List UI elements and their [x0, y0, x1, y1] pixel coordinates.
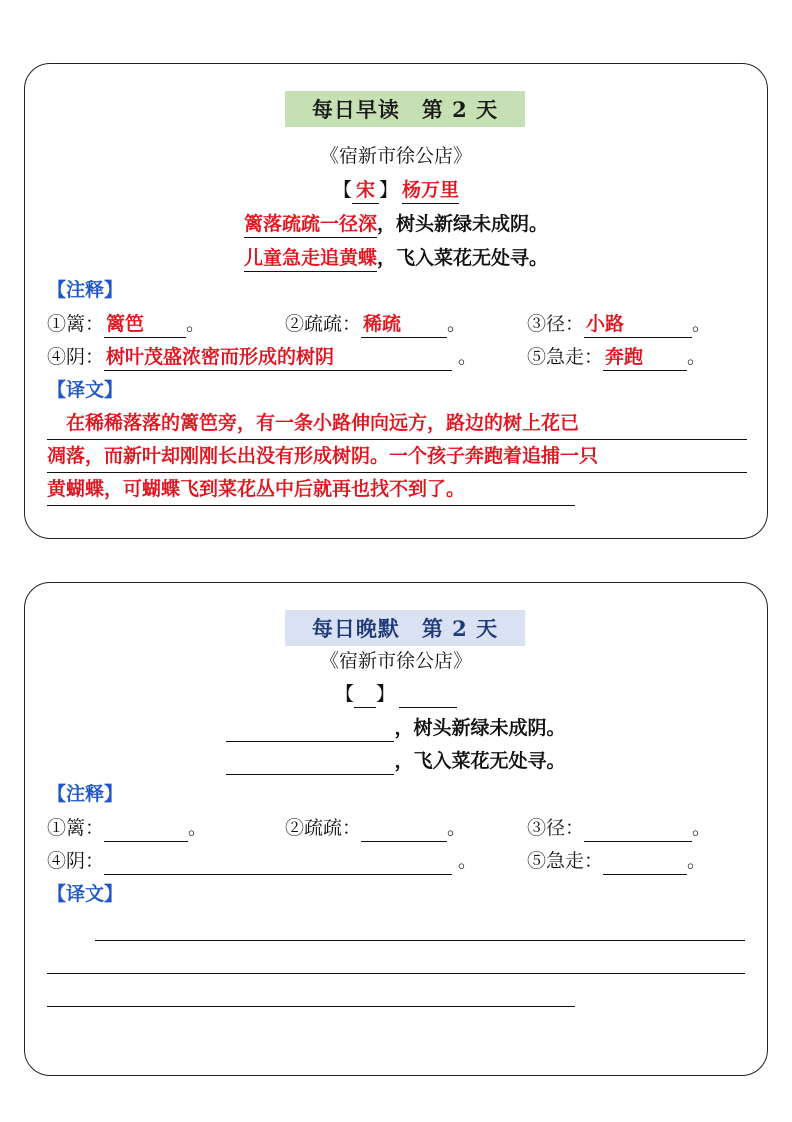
- poem-line-1-rest: ，树头新绿未成阴。: [377, 213, 549, 235]
- note-shushu-prefix: ②疏疏：: [285, 313, 362, 335]
- translation-text: [47, 407, 747, 506]
- poem-line-2-rest: ，飞入菜花无处寻。: [394, 750, 566, 772]
- evening-card-title: 每日晚默 第 2 天: [285, 610, 525, 646]
- note-jing-blank[interactable]: [584, 815, 692, 842]
- note-yin-prefix: ④阴：: [47, 346, 105, 368]
- note-li: [47, 814, 207, 842]
- note-jing: [527, 814, 711, 842]
- note-jizou-prefix: ⑤急走：: [527, 850, 604, 872]
- translation-blank-line-1[interactable]: [95, 940, 745, 941]
- note-period: 。: [447, 313, 467, 335]
- bracket-open: 【: [334, 683, 354, 705]
- note-jing-prefix: ③径：: [527, 817, 585, 839]
- bracket-close: 】: [376, 683, 396, 705]
- poem-line-2: [25, 244, 767, 272]
- note-shushu-blank[interactable]: [361, 815, 447, 842]
- note-shushu-prefix: ②疏疏：: [285, 817, 362, 839]
- author-blank[interactable]: [399, 681, 457, 708]
- dynasty-answer: 宋: [352, 177, 379, 204]
- notes-row-1: [47, 814, 745, 844]
- poem-line-2-rest: ，飞入菜花无处寻。: [377, 247, 549, 269]
- note-li-prefix: ①篱：: [47, 313, 105, 335]
- poem-line-1: [25, 714, 767, 742]
- note-li-blank[interactable]: [104, 815, 188, 842]
- note-yin: [47, 847, 477, 875]
- poem-title: 《宿新市徐公店》: [319, 145, 472, 167]
- poem-author-line: [25, 176, 767, 204]
- notes-row-2: [47, 847, 745, 877]
- notes-label: 【注释】: [47, 279, 124, 301]
- note-jizou-answer: 奔跑: [603, 344, 687, 371]
- note-period: 。: [692, 313, 712, 335]
- note-period: 。: [186, 313, 206, 335]
- note-yin: [47, 343, 477, 371]
- poem-author-line: [25, 680, 767, 708]
- translation-label: 【译文】: [47, 883, 124, 905]
- translation-blank-line-2[interactable]: [47, 973, 745, 974]
- poem-line-1-answer: 篱落疏疏一径深: [244, 211, 377, 238]
- note-period: 。: [692, 817, 712, 839]
- bracket-close: 】: [379, 179, 399, 201]
- note-yin-prefix: ④阴：: [47, 850, 105, 872]
- morning-card-title: 每日早读 第 2 天: [285, 91, 525, 127]
- evening-dictation-card: [24, 582, 768, 1076]
- translation-blank-line-3[interactable]: [47, 1006, 575, 1007]
- note-jing-answer: 小路: [584, 311, 692, 338]
- notes-row-1: [47, 310, 745, 340]
- bracket-open: 【: [332, 179, 352, 201]
- note-period: 。: [687, 346, 707, 368]
- notes-label: 【注释】: [47, 783, 124, 805]
- poem-line-1-rest: ，树头新绿未成阴。: [394, 717, 566, 739]
- note-shushu: [285, 814, 466, 842]
- poem-line-2-blank[interactable]: [226, 748, 394, 775]
- note-jing: [527, 310, 711, 338]
- note-jing-prefix: ③径：: [527, 313, 585, 335]
- note-period: 。: [447, 817, 467, 839]
- note-yin-answer: 树叶茂盛浓密而形成的树阴: [104, 344, 452, 371]
- note-jizou: [527, 847, 706, 875]
- translation-label: 【译文】: [47, 379, 124, 401]
- note-jizou: [527, 343, 706, 371]
- note-li-answer: 篱笆: [104, 311, 186, 338]
- morning-reading-card: [24, 63, 768, 539]
- note-shushu-answer: 稀疏: [361, 311, 447, 338]
- dynasty-blank[interactable]: [354, 681, 376, 708]
- poem-line-2-answer: 儿童急走追黄蝶: [244, 245, 377, 272]
- notes-row-2: [47, 343, 745, 373]
- note-jizou-prefix: ⑤急走：: [527, 346, 604, 368]
- poem-line-1-blank[interactable]: [226, 715, 394, 742]
- note-shushu: [285, 310, 466, 338]
- note-period: 。: [687, 850, 707, 872]
- note-jizou-blank[interactable]: [603, 848, 687, 875]
- translation-line-2: 凋落，而新叶却刚刚长出没有形成树阴。一个孩子奔跑着追捕一只: [47, 440, 747, 473]
- note-period: 。: [188, 817, 208, 839]
- poem-title: 《宿新市徐公店》: [319, 650, 472, 672]
- translation-line-3: 黄蝴蝶，可蝴蝶飞到菜花丛中后就再也找不到了。: [47, 473, 575, 506]
- note-li: [47, 310, 205, 338]
- translation-line-1: 在稀稀落落的篱笆旁，有一条小路伸向远方，路边的树上花已: [47, 407, 747, 440]
- poem-line-2: [25, 747, 767, 775]
- note-li-prefix: ①篱：: [47, 817, 105, 839]
- note-period: 。: [458, 346, 478, 368]
- note-yin-blank[interactable]: [104, 848, 452, 875]
- note-period: 。: [458, 850, 478, 872]
- poem-line-1: [25, 210, 767, 238]
- author-answer: 杨万里: [402, 177, 459, 204]
